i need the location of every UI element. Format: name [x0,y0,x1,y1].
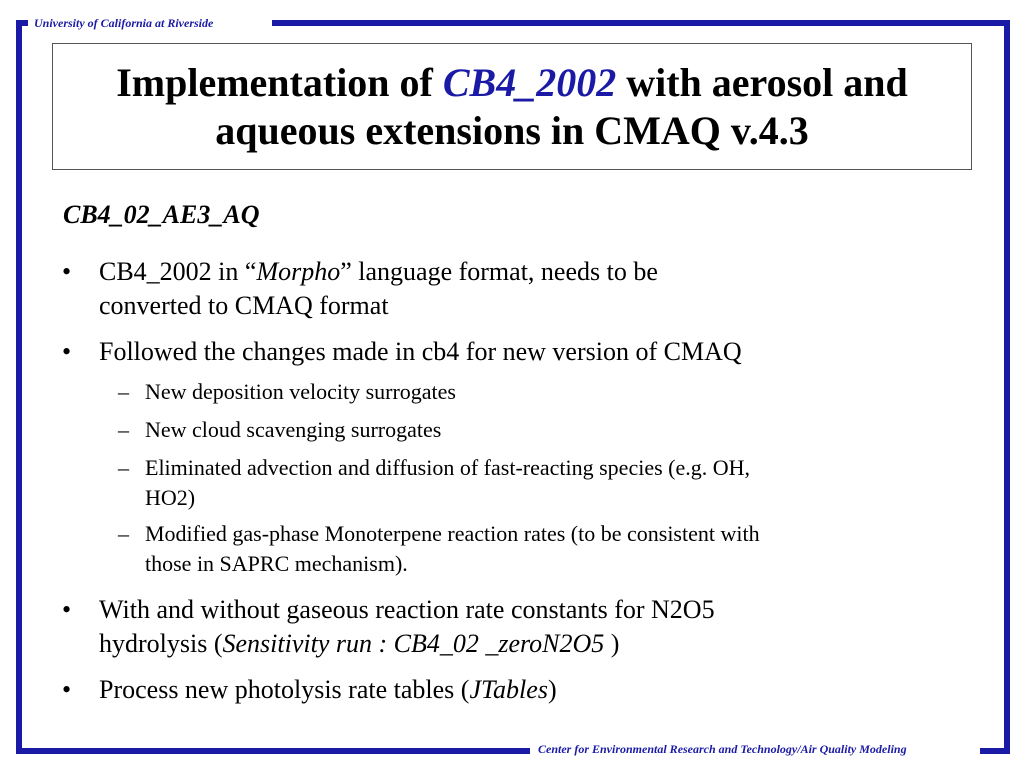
frame-top-right [272,20,1010,26]
bullet-dot: • [62,595,72,624]
bullet-dot: • [62,337,72,366]
title-post: with aerosol and [616,60,908,105]
sub-dash: – [118,455,129,480]
bullet-2-text: Followed the changes made in cb4 for new version of CMAQ [99,337,742,366]
bullet-dot: • [62,675,72,704]
title-pre: Implementation of [116,60,443,105]
title-line-1 [53,60,971,106]
frame-left [16,20,22,754]
sub-dash: – [118,521,129,546]
frame-bottom-left [16,748,530,754]
footer-center: Center for Environmental Research and Technology/Air Quality Modeling [538,742,907,756]
bullet-dot: • [62,257,72,286]
header-org: University of California at Riverside [34,16,214,30]
title-box [52,43,972,170]
sub-dash: – [118,379,129,404]
bullet-1-text: CB4_2002 in “Morpho” language format, needs to be [99,257,658,286]
subtitle: CB4_02_AE3_AQ [63,200,260,229]
title-line-2: aqueous extensions in CMAQ v.4.3 [215,108,809,153]
frame-bottom-right [980,748,1010,754]
sub-dash: – [118,417,129,442]
frame-right [1004,20,1010,754]
title-em: CB4_2002 [442,60,617,105]
